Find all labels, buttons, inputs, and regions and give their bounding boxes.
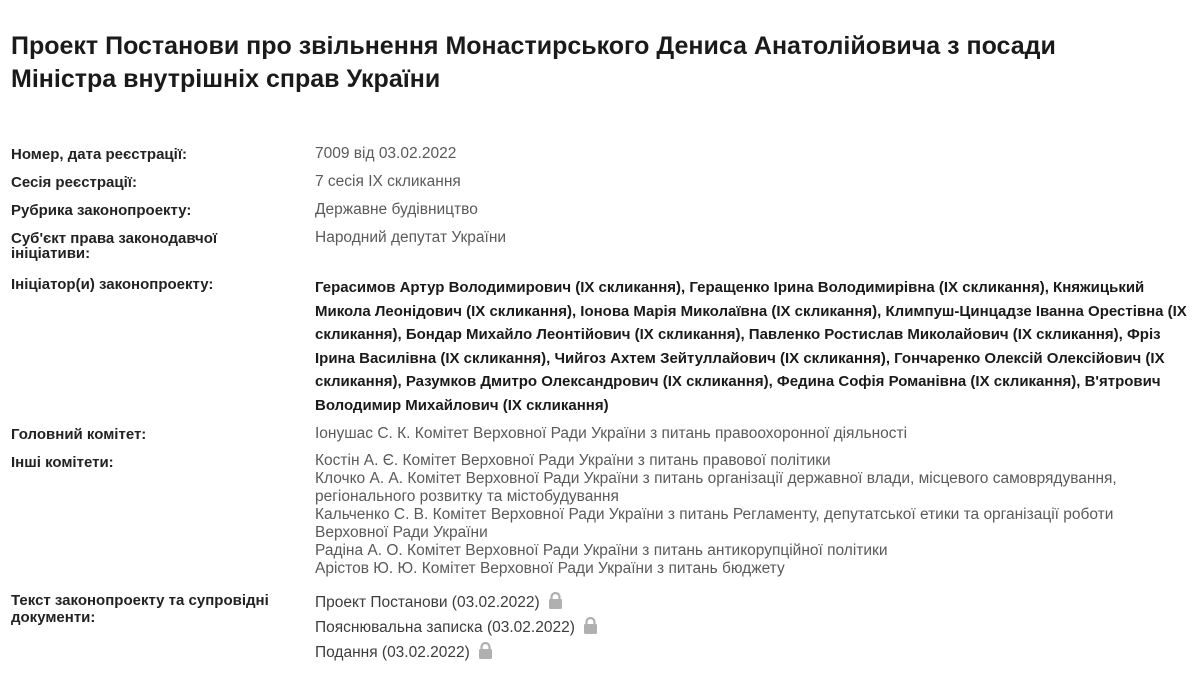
subject-label: Суб'єкт права законодавчої ініціативи: (11, 230, 218, 262)
rubric-label: Рубрика законопроекту: (11, 202, 192, 219)
page-title: Проект Постанови про звільнення Монастирського Дениса Анатолійовича з посади Міністра внутрішніх справ України (11, 32, 1056, 93)
documents-list (315, 590, 598, 665)
session-value: 7 сесія IX скликання (315, 173, 461, 190)
committee-item: Кальченко С. В. Комітет Верховної Ради України з питань Регламенту, депутатської етики та організації роботи Верховної Ради України (315, 506, 1114, 541)
document-link-draft-resolution[interactable]: Проект Постанови (03.02.2022) (315, 594, 540, 611)
document-link-explanatory-note[interactable]: Пояснювальна записка (03.02.2022) (315, 619, 575, 636)
initiators-label: Ініціатор(и) законопроекту: (11, 276, 214, 293)
committee-item: Клочко А. А. Комітет Верховної Ради України з питань організації державної влади, місцевого самоврядування, регіонального розвитку та містобудування (315, 470, 1117, 505)
lock-icon (583, 617, 598, 634)
main-committee-value: Іонушас С. К. Комітет Верховної Ради України з питань правоохоронної діяльності (315, 425, 908, 442)
other-committees-list (315, 452, 1185, 578)
document-item (315, 640, 598, 665)
registration-value: 7009 від 03.02.2022 (315, 145, 457, 162)
document-item (315, 615, 598, 640)
committee-item: Арістов Ю. Ю. Комітет Верховної Ради України з питань бюджету (315, 560, 785, 577)
other-committees-label: Інші комітети: (11, 454, 114, 471)
committee-item: Радіна А. О. Комітет Верховної Ради України з питань антикорупційної політики (315, 542, 888, 559)
committee-item: Костін А. Є. Комітет Верховної Ради України з питань правової політики (315, 452, 831, 469)
rubric-value: Державне будівництво (315, 201, 478, 218)
initiators-list: Герасимов Артур Володимирович (IX скликання), Геращенко Ірина Володимирівна (IX скликання), Княжицький Микола Леонідович (IX скликання), Іонова Марія Миколаївна (IX скликання), Климпуш-Цинцадзе Іванна Орестівна (IX скликання), Бондар Михайло Леонтійович (IX скликання), Павленко Ростислав Миколайович (IX скликання), Фріз Ірина Василівна (IX скликання), Чийгоз Ахтем Зейтуллайович (IX скликання), Гончаренко Олексій Олексійович (IX скликання), Разумков Дмитро Олександрович (IX скликання), Федина Софія Романівна (IX скликання), В'ятрович Володимир Михайлович (IX скликання) (315, 279, 1187, 414)
lock-icon (548, 592, 563, 609)
subject-value: Народний депутат України (315, 229, 507, 246)
main-committee-label: Головний комітет: (11, 426, 147, 443)
registration-label: Номер, дата реєстрації: (11, 146, 188, 163)
document-item (315, 590, 598, 615)
session-label: Сесія реєстрації: (11, 174, 137, 191)
document-link-submission[interactable]: Подання (03.02.2022) (315, 644, 470, 661)
documents-label: Текст законопроекту та супровідні документи: (11, 592, 269, 626)
lock-icon (478, 642, 493, 659)
